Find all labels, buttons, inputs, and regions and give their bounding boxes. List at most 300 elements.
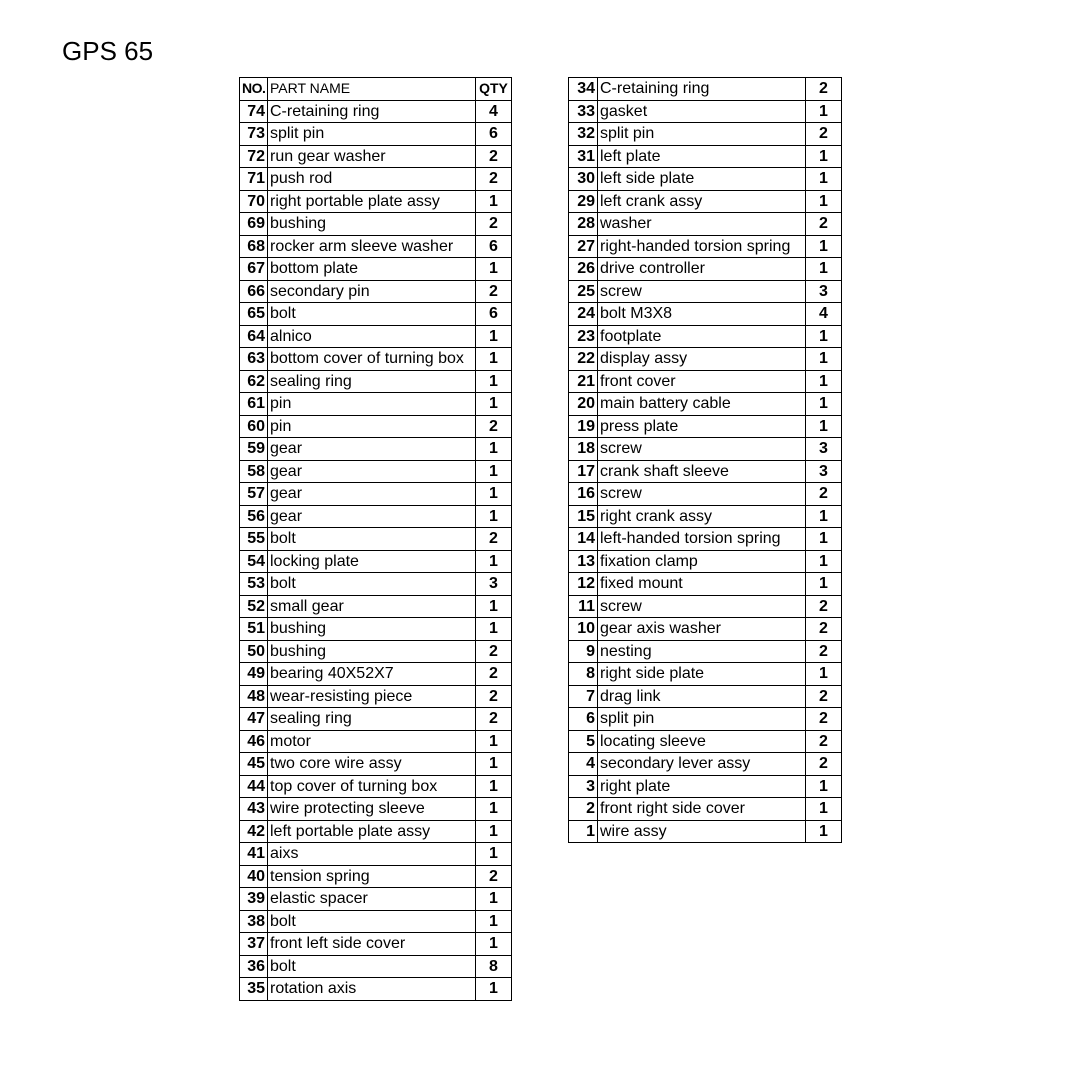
part-qty: 1 (476, 820, 512, 843)
part-number: 24 (569, 303, 598, 326)
table-row (240, 550, 512, 573)
table-row (240, 708, 512, 731)
part-qty: 2 (806, 685, 842, 708)
part-qty: 1 (476, 348, 512, 371)
part-number: 37 (240, 933, 268, 956)
part-qty: 1 (806, 145, 842, 168)
part-qty: 8 (476, 955, 512, 978)
part-name: left plate (598, 145, 806, 168)
part-number: 71 (240, 168, 268, 191)
part-name: bushing (268, 618, 476, 641)
part-name: right portable plate assy (268, 190, 476, 213)
table-row (569, 505, 842, 528)
table-row (569, 640, 842, 663)
table-row (240, 100, 512, 123)
table-row (240, 483, 512, 506)
part-number: 61 (240, 393, 268, 416)
part-number: 38 (240, 910, 268, 933)
part-number: 42 (240, 820, 268, 843)
part-qty: 2 (806, 123, 842, 146)
part-name: left crank assy (598, 190, 806, 213)
part-name: screw (598, 280, 806, 303)
table-row (240, 933, 512, 956)
part-qty: 6 (476, 303, 512, 326)
part-qty: 1 (476, 393, 512, 416)
part-number: 49 (240, 663, 268, 686)
part-name: gear (268, 438, 476, 461)
part-number: 13 (569, 550, 598, 573)
part-qty: 1 (476, 730, 512, 753)
part-number: 33 (569, 100, 598, 123)
part-qty: 1 (476, 775, 512, 798)
part-name: rocker arm sleeve washer (268, 235, 476, 258)
table-row (240, 348, 512, 371)
part-number: 44 (240, 775, 268, 798)
part-qty: 2 (476, 213, 512, 236)
part-qty: 1 (476, 325, 512, 348)
table-row (569, 348, 842, 371)
part-qty: 1 (476, 595, 512, 618)
part-name: left side plate (598, 168, 806, 191)
part-name: locking plate (268, 550, 476, 573)
table-row (240, 640, 512, 663)
part-number: 15 (569, 505, 598, 528)
part-number: 58 (240, 460, 268, 483)
table-row (569, 213, 842, 236)
part-number: 10 (569, 618, 598, 641)
part-qty: 1 (806, 100, 842, 123)
part-name: tension spring (268, 865, 476, 888)
part-qty: 1 (476, 933, 512, 956)
part-name: press plate (598, 415, 806, 438)
part-number: 68 (240, 235, 268, 258)
part-number: 1 (569, 820, 598, 843)
part-qty: 2 (476, 528, 512, 551)
part-number: 21 (569, 370, 598, 393)
part-qty: 1 (806, 798, 842, 821)
part-number: 14 (569, 528, 598, 551)
table-row (569, 370, 842, 393)
table-row (569, 528, 842, 551)
part-qty: 1 (806, 235, 842, 258)
part-number: 6 (569, 708, 598, 731)
part-qty: 1 (806, 528, 842, 551)
table-row (240, 303, 512, 326)
part-qty: 1 (806, 258, 842, 281)
part-number: 43 (240, 798, 268, 821)
table-row (240, 730, 512, 753)
part-number: 30 (569, 168, 598, 191)
part-number: 5 (569, 730, 598, 753)
part-number: 48 (240, 685, 268, 708)
table-row (240, 663, 512, 686)
table-row (569, 258, 842, 281)
part-qty: 1 (476, 910, 512, 933)
part-number: 74 (240, 100, 268, 123)
part-number: 25 (569, 280, 598, 303)
table-row (240, 393, 512, 416)
table-row (240, 618, 512, 641)
table-row (569, 415, 842, 438)
table-row (569, 168, 842, 191)
table-row (569, 145, 842, 168)
part-name: left-handed torsion spring (598, 528, 806, 551)
part-number: 45 (240, 753, 268, 776)
part-number: 52 (240, 595, 268, 618)
part-qty: 1 (476, 550, 512, 573)
part-name: display assy (598, 348, 806, 371)
part-qty: 2 (806, 213, 842, 236)
table-row (240, 145, 512, 168)
part-name: alnico (268, 325, 476, 348)
table-row (569, 753, 842, 776)
part-number: 9 (569, 640, 598, 663)
part-number: 18 (569, 438, 598, 461)
page-title: GPS 65 (62, 36, 154, 66)
part-name: bolt (268, 910, 476, 933)
table-row (240, 213, 512, 236)
part-name: secondary lever assy (598, 753, 806, 776)
part-name: front right side cover (598, 798, 806, 821)
table-row (240, 753, 512, 776)
table-row (569, 663, 842, 686)
part-number: 51 (240, 618, 268, 641)
part-number: 28 (569, 213, 598, 236)
part-number: 26 (569, 258, 598, 281)
part-name: rotation axis (268, 978, 476, 1001)
part-name: crank shaft sleeve (598, 460, 806, 483)
part-name: front cover (598, 370, 806, 393)
table-row (240, 505, 512, 528)
part-qty: 2 (806, 708, 842, 731)
part-name: split pin (268, 123, 476, 146)
part-name: fixation clamp (598, 550, 806, 573)
part-name: C-retaining ring (598, 78, 806, 101)
part-name: motor (268, 730, 476, 753)
part-name: washer (598, 213, 806, 236)
table-row (240, 888, 512, 911)
table-row (569, 280, 842, 303)
part-qty: 6 (476, 123, 512, 146)
table-row (240, 235, 512, 258)
part-name: drive controller (598, 258, 806, 281)
table-row (240, 528, 512, 551)
part-qty: 1 (476, 798, 512, 821)
part-name: gear (268, 505, 476, 528)
part-number: 73 (240, 123, 268, 146)
parts-table-right (568, 77, 842, 843)
part-name: bolt (268, 573, 476, 596)
table-row (240, 595, 512, 618)
part-qty: 1 (476, 618, 512, 641)
table-row (240, 325, 512, 348)
part-name: fixed mount (598, 573, 806, 596)
part-name: bolt (268, 955, 476, 978)
part-name: pin (268, 415, 476, 438)
part-number: 12 (569, 573, 598, 596)
part-name: split pin (598, 708, 806, 731)
table-row (240, 865, 512, 888)
part-name: front left side cover (268, 933, 476, 956)
table-row (569, 460, 842, 483)
part-number: 60 (240, 415, 268, 438)
part-number: 34 (569, 78, 598, 101)
part-qty: 2 (476, 145, 512, 168)
part-qty: 1 (806, 775, 842, 798)
part-qty: 1 (806, 550, 842, 573)
header-no: NO. (240, 78, 268, 101)
part-qty: 2 (806, 483, 842, 506)
part-number: 17 (569, 460, 598, 483)
part-qty: 1 (806, 415, 842, 438)
part-number: 3 (569, 775, 598, 798)
part-name: sealing ring (268, 708, 476, 731)
part-qty: 1 (476, 370, 512, 393)
part-number: 47 (240, 708, 268, 731)
table-row (569, 303, 842, 326)
table-row (569, 190, 842, 213)
part-number: 67 (240, 258, 268, 281)
part-qty: 1 (806, 325, 842, 348)
table-row (240, 775, 512, 798)
part-number: 66 (240, 280, 268, 303)
part-number: 56 (240, 505, 268, 528)
part-number: 2 (569, 798, 598, 821)
table-row (240, 280, 512, 303)
part-name: wire protecting sleeve (268, 798, 476, 821)
part-number: 11 (569, 595, 598, 618)
part-name: gasket (598, 100, 806, 123)
table-row (240, 955, 512, 978)
part-qty: 1 (476, 978, 512, 1001)
table-row (240, 438, 512, 461)
part-name: C-retaining ring (268, 100, 476, 123)
part-number: 54 (240, 550, 268, 573)
part-name: screw (598, 483, 806, 506)
table-row (240, 370, 512, 393)
part-qty: 3 (806, 460, 842, 483)
part-qty: 1 (806, 393, 842, 416)
table-row (240, 415, 512, 438)
part-number: 16 (569, 483, 598, 506)
part-name: bushing (268, 640, 476, 663)
part-number: 4 (569, 753, 598, 776)
part-qty: 4 (476, 100, 512, 123)
part-qty: 2 (806, 78, 842, 101)
table-row (240, 978, 512, 1001)
table-row (240, 798, 512, 821)
part-qty: 6 (476, 235, 512, 258)
part-name: secondary pin (268, 280, 476, 303)
part-name: gear (268, 460, 476, 483)
part-qty: 2 (476, 663, 512, 686)
part-name: left portable plate assy (268, 820, 476, 843)
part-number: 32 (569, 123, 598, 146)
part-number: 7 (569, 685, 598, 708)
part-qty: 1 (476, 438, 512, 461)
part-qty: 1 (806, 370, 842, 393)
table-row (240, 843, 512, 866)
part-qty: 2 (806, 640, 842, 663)
part-number: 65 (240, 303, 268, 326)
part-qty: 2 (476, 168, 512, 191)
part-name: nesting (598, 640, 806, 663)
part-number: 50 (240, 640, 268, 663)
table-row (569, 78, 842, 101)
part-name: split pin (598, 123, 806, 146)
table-row (569, 798, 842, 821)
part-name: wear-resisting piece (268, 685, 476, 708)
part-qty: 3 (476, 573, 512, 596)
part-qty: 2 (806, 618, 842, 641)
part-number: 8 (569, 663, 598, 686)
parts-table-left (239, 77, 512, 1001)
table-row (569, 820, 842, 843)
part-number: 72 (240, 145, 268, 168)
table-row (569, 775, 842, 798)
part-qty: 2 (806, 753, 842, 776)
part-number: 31 (569, 145, 598, 168)
part-qty: 1 (476, 190, 512, 213)
part-name: run gear washer (268, 145, 476, 168)
part-qty: 2 (476, 415, 512, 438)
part-name: main battery cable (598, 393, 806, 416)
part-name: right-handed torsion spring (598, 235, 806, 258)
table-row (569, 325, 842, 348)
header-part-name: PART NAME (268, 78, 476, 101)
part-number: 57 (240, 483, 268, 506)
table-row (569, 618, 842, 641)
table-row (569, 685, 842, 708)
part-name: bottom cover of turning box (268, 348, 476, 371)
part-name: bearing 40X52X7 (268, 663, 476, 686)
part-number: 20 (569, 393, 598, 416)
table-row (240, 685, 512, 708)
part-qty: 1 (476, 258, 512, 281)
part-qty: 1 (476, 843, 512, 866)
table-row (240, 168, 512, 191)
part-number: 41 (240, 843, 268, 866)
part-number: 22 (569, 348, 598, 371)
part-name: top cover of turning box (268, 775, 476, 798)
part-qty: 1 (806, 505, 842, 528)
part-name: drag link (598, 685, 806, 708)
part-qty: 2 (476, 280, 512, 303)
part-qty: 2 (476, 865, 512, 888)
part-name: bolt (268, 303, 476, 326)
part-name: aixs (268, 843, 476, 866)
part-name: bolt M3X8 (598, 303, 806, 326)
part-number: 40 (240, 865, 268, 888)
part-number: 59 (240, 438, 268, 461)
part-qty: 1 (806, 348, 842, 371)
table-row (569, 595, 842, 618)
part-number: 69 (240, 213, 268, 236)
part-name: wire assy (598, 820, 806, 843)
part-number: 19 (569, 415, 598, 438)
part-number: 70 (240, 190, 268, 213)
table-row (240, 190, 512, 213)
table-row (240, 460, 512, 483)
part-qty: 2 (476, 685, 512, 708)
table-row (569, 730, 842, 753)
table-row (569, 550, 842, 573)
part-qty: 1 (806, 190, 842, 213)
table-row (569, 235, 842, 258)
part-number: 46 (240, 730, 268, 753)
part-name: right side plate (598, 663, 806, 686)
part-name: small gear (268, 595, 476, 618)
table-row (569, 573, 842, 596)
part-name: gear (268, 483, 476, 506)
part-name: locating sleeve (598, 730, 806, 753)
part-qty: 1 (806, 168, 842, 191)
part-name: elastic spacer (268, 888, 476, 911)
part-qty: 3 (806, 280, 842, 303)
part-name: push rod (268, 168, 476, 191)
part-qty: 2 (476, 640, 512, 663)
part-name: screw (598, 438, 806, 461)
part-qty: 1 (476, 483, 512, 506)
part-qty: 1 (476, 505, 512, 528)
part-number: 53 (240, 573, 268, 596)
table-row (569, 393, 842, 416)
part-qty: 2 (476, 708, 512, 731)
part-number: 62 (240, 370, 268, 393)
part-number: 29 (569, 190, 598, 213)
part-name: bottom plate (268, 258, 476, 281)
table-row (240, 573, 512, 596)
part-name: sealing ring (268, 370, 476, 393)
part-qty: 1 (476, 888, 512, 911)
table-row (569, 708, 842, 731)
table-row (240, 123, 512, 146)
part-name: two core wire assy (268, 753, 476, 776)
part-qty: 1 (476, 753, 512, 776)
part-number: 23 (569, 325, 598, 348)
part-name: bolt (268, 528, 476, 551)
part-name: gear axis washer (598, 618, 806, 641)
part-number: 64 (240, 325, 268, 348)
table-row (240, 820, 512, 843)
table-row (240, 258, 512, 281)
table-row (569, 100, 842, 123)
part-number: 55 (240, 528, 268, 551)
table-row (569, 123, 842, 146)
part-qty: 1 (806, 573, 842, 596)
part-name: bushing (268, 213, 476, 236)
part-qty: 4 (806, 303, 842, 326)
part-number: 63 (240, 348, 268, 371)
part-name: right crank assy (598, 505, 806, 528)
part-number: 39 (240, 888, 268, 911)
table-row (569, 438, 842, 461)
header-qty: QTY (476, 78, 512, 101)
part-qty: 2 (806, 730, 842, 753)
part-name: pin (268, 393, 476, 416)
table-row (569, 483, 842, 506)
part-number: 35 (240, 978, 268, 1001)
part-qty: 1 (476, 460, 512, 483)
part-qty: 2 (806, 595, 842, 618)
part-name: screw (598, 595, 806, 618)
part-number: 27 (569, 235, 598, 258)
part-qty: 1 (806, 820, 842, 843)
table-header-row (240, 78, 512, 101)
table-row (240, 910, 512, 933)
part-qty: 3 (806, 438, 842, 461)
part-name: footplate (598, 325, 806, 348)
